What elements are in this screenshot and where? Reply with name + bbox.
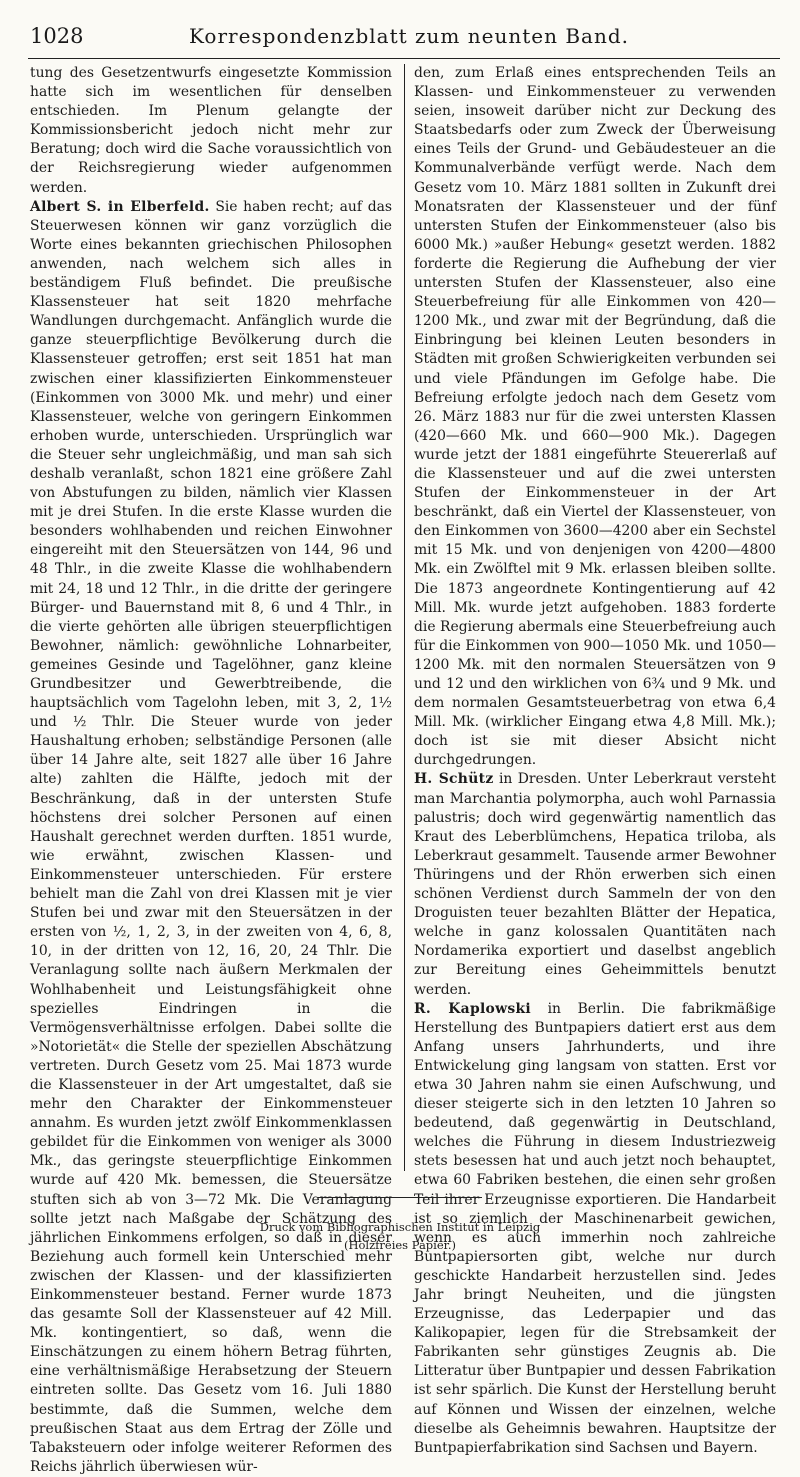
paragraph-continuation: den, zum Erlaß eines entsprechenden Teils an Klassen- und Einkommensteuer zu verwenden seien, insoweit darüber nicht zur Deckung des Staatsbedarfs oder zum Zweck der Überweisung eines Teils der Grund- und Gebäudesteuer an die Kommunalverbände verfügt werde. Nach dem Gesetz vom 10. März 1881 sollten in Zukunft drei Monatsraten der Klassensteuer und der fünf untersten Stufen der Einkommensteuer (also bis 6000 Mk.) »außer Hebung« gesetzt werden. 1882 forderte die Regierung die Aufhebung der vier untersten Stufen der Klassensteuer, also eine Steuerbefreiung für alle Einkommen von 420—1200 Mk., und zwar mit der Begründung, daß die Einbringung bei kleinen Leuten besonders in Städten mit großen Schwierigkeiten verbunden sei und viele Pfändungen im Gefolge habe. Die Befreiung erfolgte jedoch nach dem Gesetz vom 26. März 1883 nur für die zwei untersten Klassen (420—660 Mk. und 660—900 Mk.). Dagegen wurde jetzt der 1881 eingeführte Steuererlaß auf die Klassensteuer und auf die zwei untersten Stufen der Einkommensteuer in der Art beschränkt, daß ein Viertel der Klassensteuer, von den Einkommen von 3600—4200 aber ein Sechstel mit 15 Mk. und von denjenigen von 4200—4800 Mk. ein Zwölftel mit 9 Mk. erlassen bleiben sollte. Die 1873 angeordnete Kontingentierung auf 42 Mill. Mk. wurde jetzt aufgehoben. 1883 forderte die Regierung abermals eine Steuerbefreiung auch für die Einkommen von 900—1050 Mk. und 1050—1200 Mk. mit den normalen Steuersätzen von 9 und 12 und den wirklichen von 6¾ und 9 Mk. und dem normalen Gesamtsteuerbetrag von etwa 6,4 Mill. Mk. (wirklicher Eingang etwa 4,8 Mill. Mk.); doch ist sie mit dieser Absicht nicht durchgedrungen. [414,65,776,769]
paragraph-answer [30,198,392,1477]
left-column [30,64,392,1477]
footer-rule [318,1197,482,1198]
paragraph-continuation: tung des Gesetzentwurfs eingesetzte Kommission hatte sich im wesentlichen für denselben entschieden. Im Plenum gelangte der Kommissionsbericht jedoch nicht mehr zur Beratung; doch wird die Sache voraussichtlich von der Reichsregierung wieder aufgenommen werden. [30,65,392,196]
imprint-line: Druck vom Bibliographischen Institut in Leipzig [259,1220,541,1234]
page-number: 1028 [30,24,84,48]
page-header [30,24,778,58]
addressee: H. Schütz [414,771,494,788]
header-rule [28,58,780,59]
addressee: Albert S. in Elberfeld. [30,198,210,215]
column-divider [404,64,405,1171]
answer-text: in Berlin. Die fabrikmäßige Herstellung des Buntpapiers datiert erst aus dem Anfang unsers Jahrhunderts, und ihre Entwickelung ging langsam von statten. Erst vor etwa 30 Jahren nahm sie einen Aufschwung, und dieser steigerte sich in den letzten 10 Jahren so bedeutend, daß gegenwärtig in Deutschland, welches die Führung in diesem Industriezweig stets besessen hat und auch jetzt noch behauptet, etwa 60 Fabriken bestehen, die einen sehr großen Teil ihrer Erzeugnisse exportieren. Die Handarbeit ist so ziemlich der Maschinenarbeit gewichen, wenn es auch immerhin noch zahlreiche Buntpapiersorten gibt, welche nur durch geschickte Handarbeit herzustellen sind. Jedes Jahr bringt Neuheiten, und die jüngsten Erzeugnisse, das Lederpapier und das Kalikopapier, legen für die Strebsamkeit der Fabrikanten sehr günstiges Zeugnis ab. Die Litteratur über Buntpapier und dessen Fabrikation ist sehr spärlich. Die Kunst der Herstellung beruht auf Können und Wissen der einzelnen, welche dieselbe als Geheimnis bewahren. Hauptsitze der Buntpapierfabrikation sind Sachsen und Bayern. [414,1000,776,1456]
paragraph-answer [414,770,776,999]
addressee: R. Kaplowski [414,1000,532,1017]
printer-imprint [0,1218,800,1254]
imprint-line: (Holzfreies Papier.) [343,1238,457,1252]
running-title: Korrespondenzblatt zum neunten Band. [189,24,629,48]
answer-text: Sie haben recht; auf das Steuerwesen können wir ganz vorzüglich die Worte eines bekannten griechischen Philosophen anwenden, nach welchem sich alles in beständigem Fluß befindet. Die preußische Klassensteuer hat seit 1820 mehrfache Wandlungen durchgemacht. Anfänglich wurde die ganze steuerpflichtige Bevölkerung durch die Klassensteuer getroffen; erst seit 1851 hat man zwischen einer klassifizierten Einkommensteuer (Einkommen von 3000 Mk. und mehr) und einer Klassensteuer, welche von geringern Einkommen erhoben wurde, unterschieden. Ursprünglich war die Steuer sehr ungleichmäßig, und man sah sich deshalb veranlaßt, schon 1821 eine größere Zahl von Abstufungen zu bilden, nämlich vier Klassen mit je drei Stufen. In die erste Klasse wurden die besonders wohlhabenden und reichen Einwohner eingereiht mit den Steuersätzen von 144, 96 und 48 Thlr., in die zweite Klasse die wohlhabendern mit 24, 18 und 12 Thlr., in die dritte der geringere Bürger- und Bauernstand mit 8, 6 und 4 Thlr., in die vierte gehörten alle übrigen steuerpflichtigen Bewohner, nämlich: gewöhnliche Lohnarbeiter, gemeines Gesinde und Tagelöhner, ganz kleine Grundbesitzer und Gewerbtreibende, die hauptsächlich vom Tagelohn leben, mit 3, 2, 1½ und ½ Thlr. Die Steuer wurde von jeder Haushaltung erhoben; selbständige Personen (alle über 14 Jahre alte, seit 1827 alle über 16 Jahre alte) zahlten die Hälfte, jedoch mit der Beschränkung, daß in der untersten Stufe höchstens drei solcher Personen auf einen Haushalt gerechnet werden durften. 1851 wurde, wie erwähnt, zwischen Klassen- und Einkommensteuer unterschieden. Für erstere behielt man die Zahl von drei Klassen mit je vier Stufen bei und zwar mit den Steuersätzen in der ersten von ½, 1, 2, 3, in der zweiten von 4, 6, 8, 10, in der dritten von 12, 16, 20, 24 Thlr. Die Veranlagung sollte nach äußern Merkmalen der Wohlhabenheit und Leistungsfähigkeit ohne spezielles Eindringen in die Vermögensverhältnisse erfolgen. Dabei sollte die »Notorietät« die Stelle der speziellen Abschätzung vertreten. Durch Gesetz vom 25. Mai 1873 wurde die Klassensteuer in der Art umgestaltet, daß sie mehr den Charakter der Einkommensteuer annahm. Es wurden jetzt zwölf Einkommenklassen gebildet für die Einkommen von weniger als 3000 Mk., das geringste steuerpflichtige Einkommen wurde auf 420 Mk. bemessen, die Steuersätze stuften sich ab von 3—72 Mk. Die Veranlagung sollte jetzt nach Maßgabe der Schätzung des jährlichen Einkommens erfolgen, so daß in dieser Beziehung auch formell kein Unterschied mehr zwischen der Klassen- und der klassifizierten Einkommensteuer bestand. Ferner wurde 1873 das gesamte Soll der Klassensteuer auf 42 Mill. Mk. kontingentiert, so daß, wenn die Einschätzungen zu einem höhern Betrag führten, eine verhältnismäßige Herabsetzung der Steuern eintreten sollte. Das Gesetz vom 16. Juli 1880 bestimmte, daß die Summen, welche dem preußischen Staat aus dem Ertrag der Zölle und Tabaksteuern oder infolge weiterer Reformen des Reichs jährlich überwiesen wür- [30,198,392,1475]
answer-text: in Dresden. Unter Leberkraut versteht man Marchantia polymorpha, auch wohl Parnassia palustris; doch wird gegenwärtig namentlich das Kraut des Leberblümchens, Hepatica triloba, als Leberkraut gesammelt. Tausende armer Bewohner Thüringens und der Rhön erwerben sich einen schönen Verdienst durch Sammeln der von den Droguisten teuer bezahlten Blätter der Hepatica, welche in ganz kolossalen Quantitäten nach Nordamerika exportiert und daselbst angeblich zur Bereitung eines Geheimmittels benutzt werden. [414,771,776,998]
